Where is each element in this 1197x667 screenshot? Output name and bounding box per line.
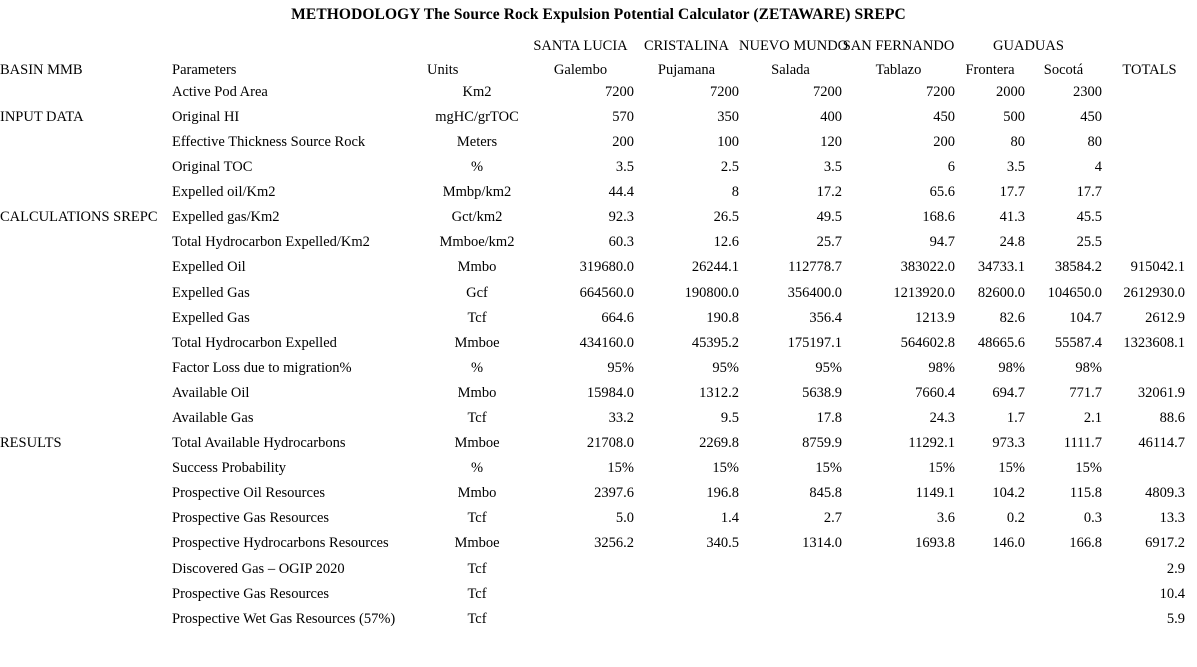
cell-socota: 25.5: [1076, 234, 1102, 251]
header-col-socota: Socotá: [1043, 62, 1084, 78]
cell-salada: 112778.7: [788, 259, 842, 276]
cell-frontera: 1.7: [1006, 410, 1025, 427]
cell-salada: [739, 606, 842, 631]
cell-frontera: 80: [1010, 133, 1025, 150]
parameter-name: Expelled oil/Km2: [172, 184, 276, 201]
cell-galembo: 200: [612, 133, 634, 150]
parameter-name: Discovered Gas – OGIP 2020: [172, 560, 345, 577]
cell-galembo: 92.3: [608, 209, 634, 226]
cell-socota: 104.7: [1069, 309, 1102, 326]
parameter-units: %: [470, 359, 484, 376]
parameter-units: Mmbo: [457, 485, 497, 502]
cell-socota: 2.1: [1083, 410, 1102, 427]
cell-socota: [1025, 581, 1102, 606]
header-col-pujamana: Pujamana: [657, 62, 716, 78]
cell-tablazo: 3.6: [936, 510, 955, 527]
table-row: [0, 155, 1197, 180]
cell-pujamana: 26244.1: [691, 259, 739, 276]
cell-galembo: 15%: [607, 460, 634, 477]
section-label-empty: [0, 406, 172, 431]
table-row: [0, 305, 1197, 330]
cell-salada: 120: [820, 133, 842, 150]
page-title: METHODOLOGY The Source Rock Expulsion Potential Calculator (ZETAWARE) SREPC: [291, 6, 906, 23]
cell-totals: [1102, 230, 1197, 255]
cell-tablazo: 1213.9: [915, 309, 955, 326]
cell-salada: 25.7: [816, 234, 842, 251]
cell-socota: 55587.4: [1054, 334, 1102, 351]
section-label-empty: [0, 356, 172, 381]
parameter-name: Success Probability: [172, 460, 286, 477]
column-group-san-fernando: SAN FERNANDO: [842, 38, 955, 54]
section-label-empty: [0, 456, 172, 481]
table-body: [0, 80, 1197, 632]
table-row: [0, 255, 1197, 280]
cell-totals: [1102, 180, 1197, 205]
cell-pujamana: 190800.0: [684, 284, 739, 301]
cell-tablazo: 24.3: [929, 410, 955, 427]
cell-salada: [739, 581, 842, 606]
cell-pujamana: 100: [717, 133, 739, 150]
parameter-units: Meters: [456, 133, 498, 150]
cell-frontera: [955, 606, 1025, 631]
cell-frontera: 973.3: [992, 435, 1025, 452]
section-label: RESULTS: [0, 435, 62, 452]
cell-socota: 4: [1094, 159, 1102, 176]
parameter-name: Active Pod Area: [172, 83, 268, 100]
cell-totals: 13.3: [1159, 510, 1185, 527]
section-label-empty: [0, 556, 172, 581]
parameter-name: Effective Thickness Source Rock: [172, 133, 366, 150]
section-label-empty: [0, 230, 172, 255]
cell-frontera: 0.2: [1006, 510, 1025, 527]
cell-totals: 5.9: [1166, 610, 1185, 627]
cell-socota: 1111.7: [1063, 435, 1102, 452]
cell-galembo: 3.5: [615, 159, 634, 176]
parameter-units: Gct/km2: [451, 209, 503, 226]
parameter-units: Tcf: [467, 510, 487, 527]
cell-frontera: 24.8: [999, 234, 1025, 251]
cell-socota: 17.7: [1076, 184, 1102, 201]
cell-pujamana: 7200: [710, 83, 739, 100]
cell-pujamana: 12.6: [713, 234, 739, 251]
cell-pujamana: 15%: [712, 460, 739, 477]
cell-pujamana: 340.5: [706, 535, 739, 552]
table-row: [0, 130, 1197, 155]
parameter-units: Tcf: [467, 610, 487, 627]
cell-pujamana: [634, 556, 739, 581]
cell-frontera: 2000: [996, 83, 1025, 100]
parameter-units: Tcf: [467, 560, 487, 577]
table-row: [0, 406, 1197, 431]
table-row: [0, 506, 1197, 531]
parameter-units: Tcf: [467, 585, 487, 602]
cell-frontera: 41.3: [999, 209, 1025, 226]
section-label: CALCULATIONS SREPC: [0, 209, 158, 226]
cell-totals: 2.9: [1166, 560, 1185, 577]
section-label-empty: [0, 531, 172, 556]
cell-tablazo: [842, 606, 955, 631]
parameter-name: Total Hydrocarbon Expelled: [172, 334, 337, 351]
parameter-name: Expelled Oil: [172, 259, 246, 276]
cell-frontera: [955, 581, 1025, 606]
cell-tablazo: 1693.8: [915, 535, 955, 552]
table-row: [0, 180, 1197, 205]
cell-pujamana: 196.8: [706, 485, 739, 502]
cell-salada: 356.4: [809, 309, 842, 326]
cell-totals: [1102, 130, 1197, 155]
section-label-empty: [0, 255, 172, 280]
cell-pujamana: 9.5: [720, 410, 739, 427]
parameter-name: Original TOC: [172, 159, 253, 176]
section-label-empty: [0, 80, 172, 105]
parameter-name: Total Available Hydrocarbons: [172, 435, 346, 452]
cell-socota: 2300: [1073, 83, 1102, 100]
parameter-name: Available Gas: [172, 410, 254, 427]
header-col-frontera: Frontera: [965, 62, 1015, 78]
cell-tablazo: 1149.1: [915, 485, 955, 502]
column-group-cristalina: CRISTALINA: [643, 38, 730, 54]
cell-tablazo: 200: [933, 133, 955, 150]
table-row: [0, 205, 1197, 230]
cell-socota: 115.8: [1069, 485, 1102, 502]
cell-salada: [739, 556, 842, 581]
cell-totals: 2612930.0: [1123, 284, 1185, 301]
parameter-units: Km2: [462, 83, 492, 100]
table-row: [0, 280, 1197, 305]
parameter-name: Available Oil: [172, 384, 250, 401]
cell-salada: 15%: [815, 460, 842, 477]
cell-galembo: 60.3: [608, 234, 634, 251]
cell-pujamana: 190.8: [706, 309, 739, 326]
cell-totals: 10.4: [1159, 585, 1185, 602]
section-label-empty: [0, 280, 172, 305]
section-label-empty: [0, 381, 172, 406]
parameter-units: Mmboe: [454, 535, 500, 552]
cell-socota: 450: [1080, 108, 1102, 125]
cell-galembo: 434160.0: [579, 334, 634, 351]
cell-socota: 98%: [1075, 359, 1102, 376]
cell-salada: 17.8: [816, 410, 842, 427]
table-row: [0, 356, 1197, 381]
cell-socota: 38584.2: [1054, 259, 1102, 276]
parameter-name: Prospective Wet Gas Resources (57%): [172, 610, 396, 627]
parameter-units: %: [470, 159, 484, 176]
cell-pujamana: 45395.2: [691, 334, 739, 351]
cell-salada: 2.7: [823, 510, 842, 527]
cell-frontera: 48665.6: [977, 334, 1025, 351]
section-label-empty: [0, 481, 172, 506]
header-spacer-section: [0, 32, 172, 54]
parameter-units: Mmboe: [454, 435, 500, 452]
cell-tablazo: 168.6: [922, 209, 955, 226]
srepc-results-table: [0, 32, 1197, 632]
cell-socota: 104650.0: [1047, 284, 1102, 301]
cell-tablazo: 1213920.0: [893, 284, 955, 301]
cell-galembo: 319680.0: [579, 259, 634, 276]
header-spacer-param: [172, 32, 427, 54]
parameter-units: %: [470, 460, 484, 477]
section-label-empty: [0, 130, 172, 155]
cell-galembo: [527, 556, 634, 581]
cell-totals: [1102, 105, 1197, 130]
parameter-name: Expelled gas/Km2: [172, 209, 280, 226]
cell-totals: [1102, 356, 1197, 381]
table-row: [0, 431, 1197, 456]
section-label-empty: [0, 180, 172, 205]
parameter-units: Mmboe/km2: [439, 234, 515, 251]
header-units: Units: [427, 62, 459, 78]
cell-salada: 400: [820, 108, 842, 125]
cell-frontera: 34733.1: [977, 259, 1025, 276]
table-row: [0, 531, 1197, 556]
parameter-units: Tcf: [467, 309, 487, 326]
cell-socota: 80: [1087, 133, 1102, 150]
cell-socota: 166.8: [1069, 535, 1102, 552]
cell-frontera: 694.7: [992, 384, 1025, 401]
parameter-name: Expelled Gas: [172, 284, 250, 301]
table-row: [0, 330, 1197, 355]
cell-pujamana: [634, 581, 739, 606]
header-sub-row: [0, 54, 1197, 80]
parameter-units: mgHC/grTOC: [435, 108, 519, 125]
cell-galembo: [527, 606, 634, 631]
cell-pujamana: 350: [717, 108, 739, 125]
cell-tablazo: 383022.0: [900, 259, 955, 276]
cell-totals: 4809.3: [1145, 485, 1185, 502]
cell-tablazo: 450: [933, 108, 955, 125]
cell-socota: [1025, 556, 1102, 581]
cell-pujamana: 95%: [712, 359, 739, 376]
cell-frontera: 146.0: [992, 535, 1025, 552]
cell-galembo: 15984.0: [586, 384, 634, 401]
cell-totals: 32061.9: [1137, 384, 1185, 401]
cell-frontera: 15%: [998, 460, 1025, 477]
table-row: [0, 80, 1197, 105]
table-header: [0, 32, 1197, 80]
header-col-salada: Salada: [771, 62, 810, 78]
cell-tablazo: 94.7: [929, 234, 955, 251]
cell-tablazo: 11292.1: [908, 435, 955, 452]
section-label-empty: [0, 155, 172, 180]
cell-frontera: 17.7: [999, 184, 1025, 201]
cell-galembo: 44.4: [608, 184, 634, 201]
cell-galembo: 7200: [605, 83, 634, 100]
cell-pujamana: 1.4: [720, 510, 739, 527]
cell-salada: 1314.0: [802, 535, 842, 552]
cell-totals: [1102, 456, 1197, 481]
cell-frontera: 98%: [998, 359, 1025, 376]
header-col-totals: TOTALS: [1122, 62, 1177, 78]
cell-pujamana: 26.5: [713, 209, 739, 226]
cell-pujamana: 1312.2: [699, 384, 739, 401]
section-label-empty: [0, 305, 172, 330]
parameter-units: Tcf: [467, 410, 487, 427]
cell-totals: 46114.7: [1138, 435, 1185, 452]
cell-galembo: 33.2: [608, 410, 634, 427]
header-basin-mmb: BASIN MMB: [0, 62, 83, 78]
cell-tablazo: 6: [947, 159, 955, 176]
cell-tablazo: 564602.8: [900, 334, 955, 351]
cell-pujamana: 8: [731, 184, 739, 201]
cell-galembo: 570: [612, 108, 634, 125]
cell-socota: 15%: [1075, 460, 1102, 477]
cell-socota: 771.7: [1069, 384, 1102, 401]
parameter-name: Expelled Gas: [172, 309, 250, 326]
cell-socota: 0.3: [1083, 510, 1102, 527]
parameter-name: Original HI: [172, 108, 240, 125]
table-row: [0, 456, 1197, 481]
cell-salada: 845.8: [809, 485, 842, 502]
section-label-empty: [0, 606, 172, 631]
cell-pujamana: 2269.8: [699, 435, 739, 452]
table-row: [0, 606, 1197, 631]
cell-salada: 175197.1: [787, 334, 842, 351]
cell-frontera: 500: [1003, 108, 1025, 125]
table-row: [0, 230, 1197, 255]
cell-galembo: 95%: [607, 359, 634, 376]
cell-salada: 8759.9: [802, 435, 842, 452]
cell-tablazo: [842, 581, 955, 606]
section-label-empty: [0, 581, 172, 606]
header-parameters: Parameters: [172, 62, 237, 78]
parameter-name: Total Hydrocarbon Expelled/Km2: [172, 234, 370, 251]
table-row: [0, 105, 1197, 130]
cell-totals: [1102, 80, 1197, 105]
header-col-galembo: Galembo: [553, 62, 608, 78]
cell-salada: 17.2: [816, 184, 842, 201]
cell-frontera: 3.5: [1006, 159, 1025, 176]
header-spacer-totals: [1102, 32, 1197, 54]
cell-galembo: 664.6: [601, 309, 634, 326]
cell-galembo: 5.0: [615, 510, 634, 527]
cell-tablazo: 98%: [928, 359, 955, 376]
cell-totals: 2612.9: [1145, 309, 1185, 326]
parameter-name: Prospective Oil Resources: [172, 485, 326, 502]
table-row: [0, 381, 1197, 406]
cell-galembo: 664560.0: [579, 284, 634, 301]
parameter-name: Factor Loss due to migration%: [172, 359, 352, 376]
cell-frontera: 104.2: [992, 485, 1025, 502]
cell-pujamana: 2.5: [720, 159, 739, 176]
cell-galembo: [527, 581, 634, 606]
cell-totals: 915042.1: [1130, 259, 1185, 276]
section-label: INPUT DATA: [0, 108, 84, 125]
header-group-row: [0, 32, 1197, 54]
cell-salada: 356400.0: [787, 284, 842, 301]
cell-pujamana: [634, 606, 739, 631]
cell-totals: 6917.2: [1145, 535, 1185, 552]
cell-salada: 49.5: [816, 209, 842, 226]
cell-salada: 7200: [813, 83, 842, 100]
table-row: [0, 556, 1197, 581]
parameter-units: Mmbo: [457, 259, 497, 276]
cell-tablazo: 7200: [926, 83, 955, 100]
cell-frontera: 82600.0: [977, 284, 1025, 301]
parameter-name: Prospective Hydrocarbons Resources: [172, 535, 389, 552]
header-col-tablazo: Tablazo: [875, 62, 922, 78]
cell-tablazo: 65.6: [929, 184, 955, 201]
cell-tablazo: 15%: [928, 460, 955, 477]
cell-totals: 88.6: [1159, 410, 1185, 427]
parameter-units: Gcf: [466, 284, 488, 301]
cell-salada: 3.5: [823, 159, 842, 176]
cell-galembo: 21708.0: [586, 435, 634, 452]
cell-socota: 45.5: [1076, 209, 1102, 226]
parameter-name: Prospective Gas Resources: [172, 510, 330, 527]
cell-tablazo: [842, 556, 955, 581]
parameter-name: Prospective Gas Resources: [172, 585, 330, 602]
column-group-guaduas: GUADUAS: [993, 38, 1064, 54]
cell-socota: [1025, 606, 1102, 631]
cell-galembo: 2397.6: [594, 485, 634, 502]
cell-totals: 1323608.1: [1123, 334, 1185, 351]
cell-totals: [1102, 155, 1197, 180]
parameter-units: Mmbo: [457, 384, 497, 401]
header-spacer-units: [427, 32, 527, 54]
cell-frontera: [955, 556, 1025, 581]
table-row: [0, 581, 1197, 606]
section-label-empty: [0, 506, 172, 531]
cell-frontera: 82.6: [999, 309, 1025, 326]
column-group-nuevo-mundo: NUEVO MUNDO: [739, 38, 849, 54]
cell-galembo: 3256.2: [594, 535, 634, 552]
cell-salada: 5638.9: [802, 384, 842, 401]
cell-totals: [1102, 205, 1197, 230]
cell-tablazo: 7660.4: [915, 384, 955, 401]
section-label-empty: [0, 330, 172, 355]
cell-salada: 95%: [815, 359, 842, 376]
parameter-units: Mmbp/km2: [442, 184, 512, 201]
table-row: [0, 481, 1197, 506]
column-group-santa-lucia: SANTA LUCIA: [533, 38, 628, 54]
parameter-units: Mmboe: [454, 334, 500, 351]
